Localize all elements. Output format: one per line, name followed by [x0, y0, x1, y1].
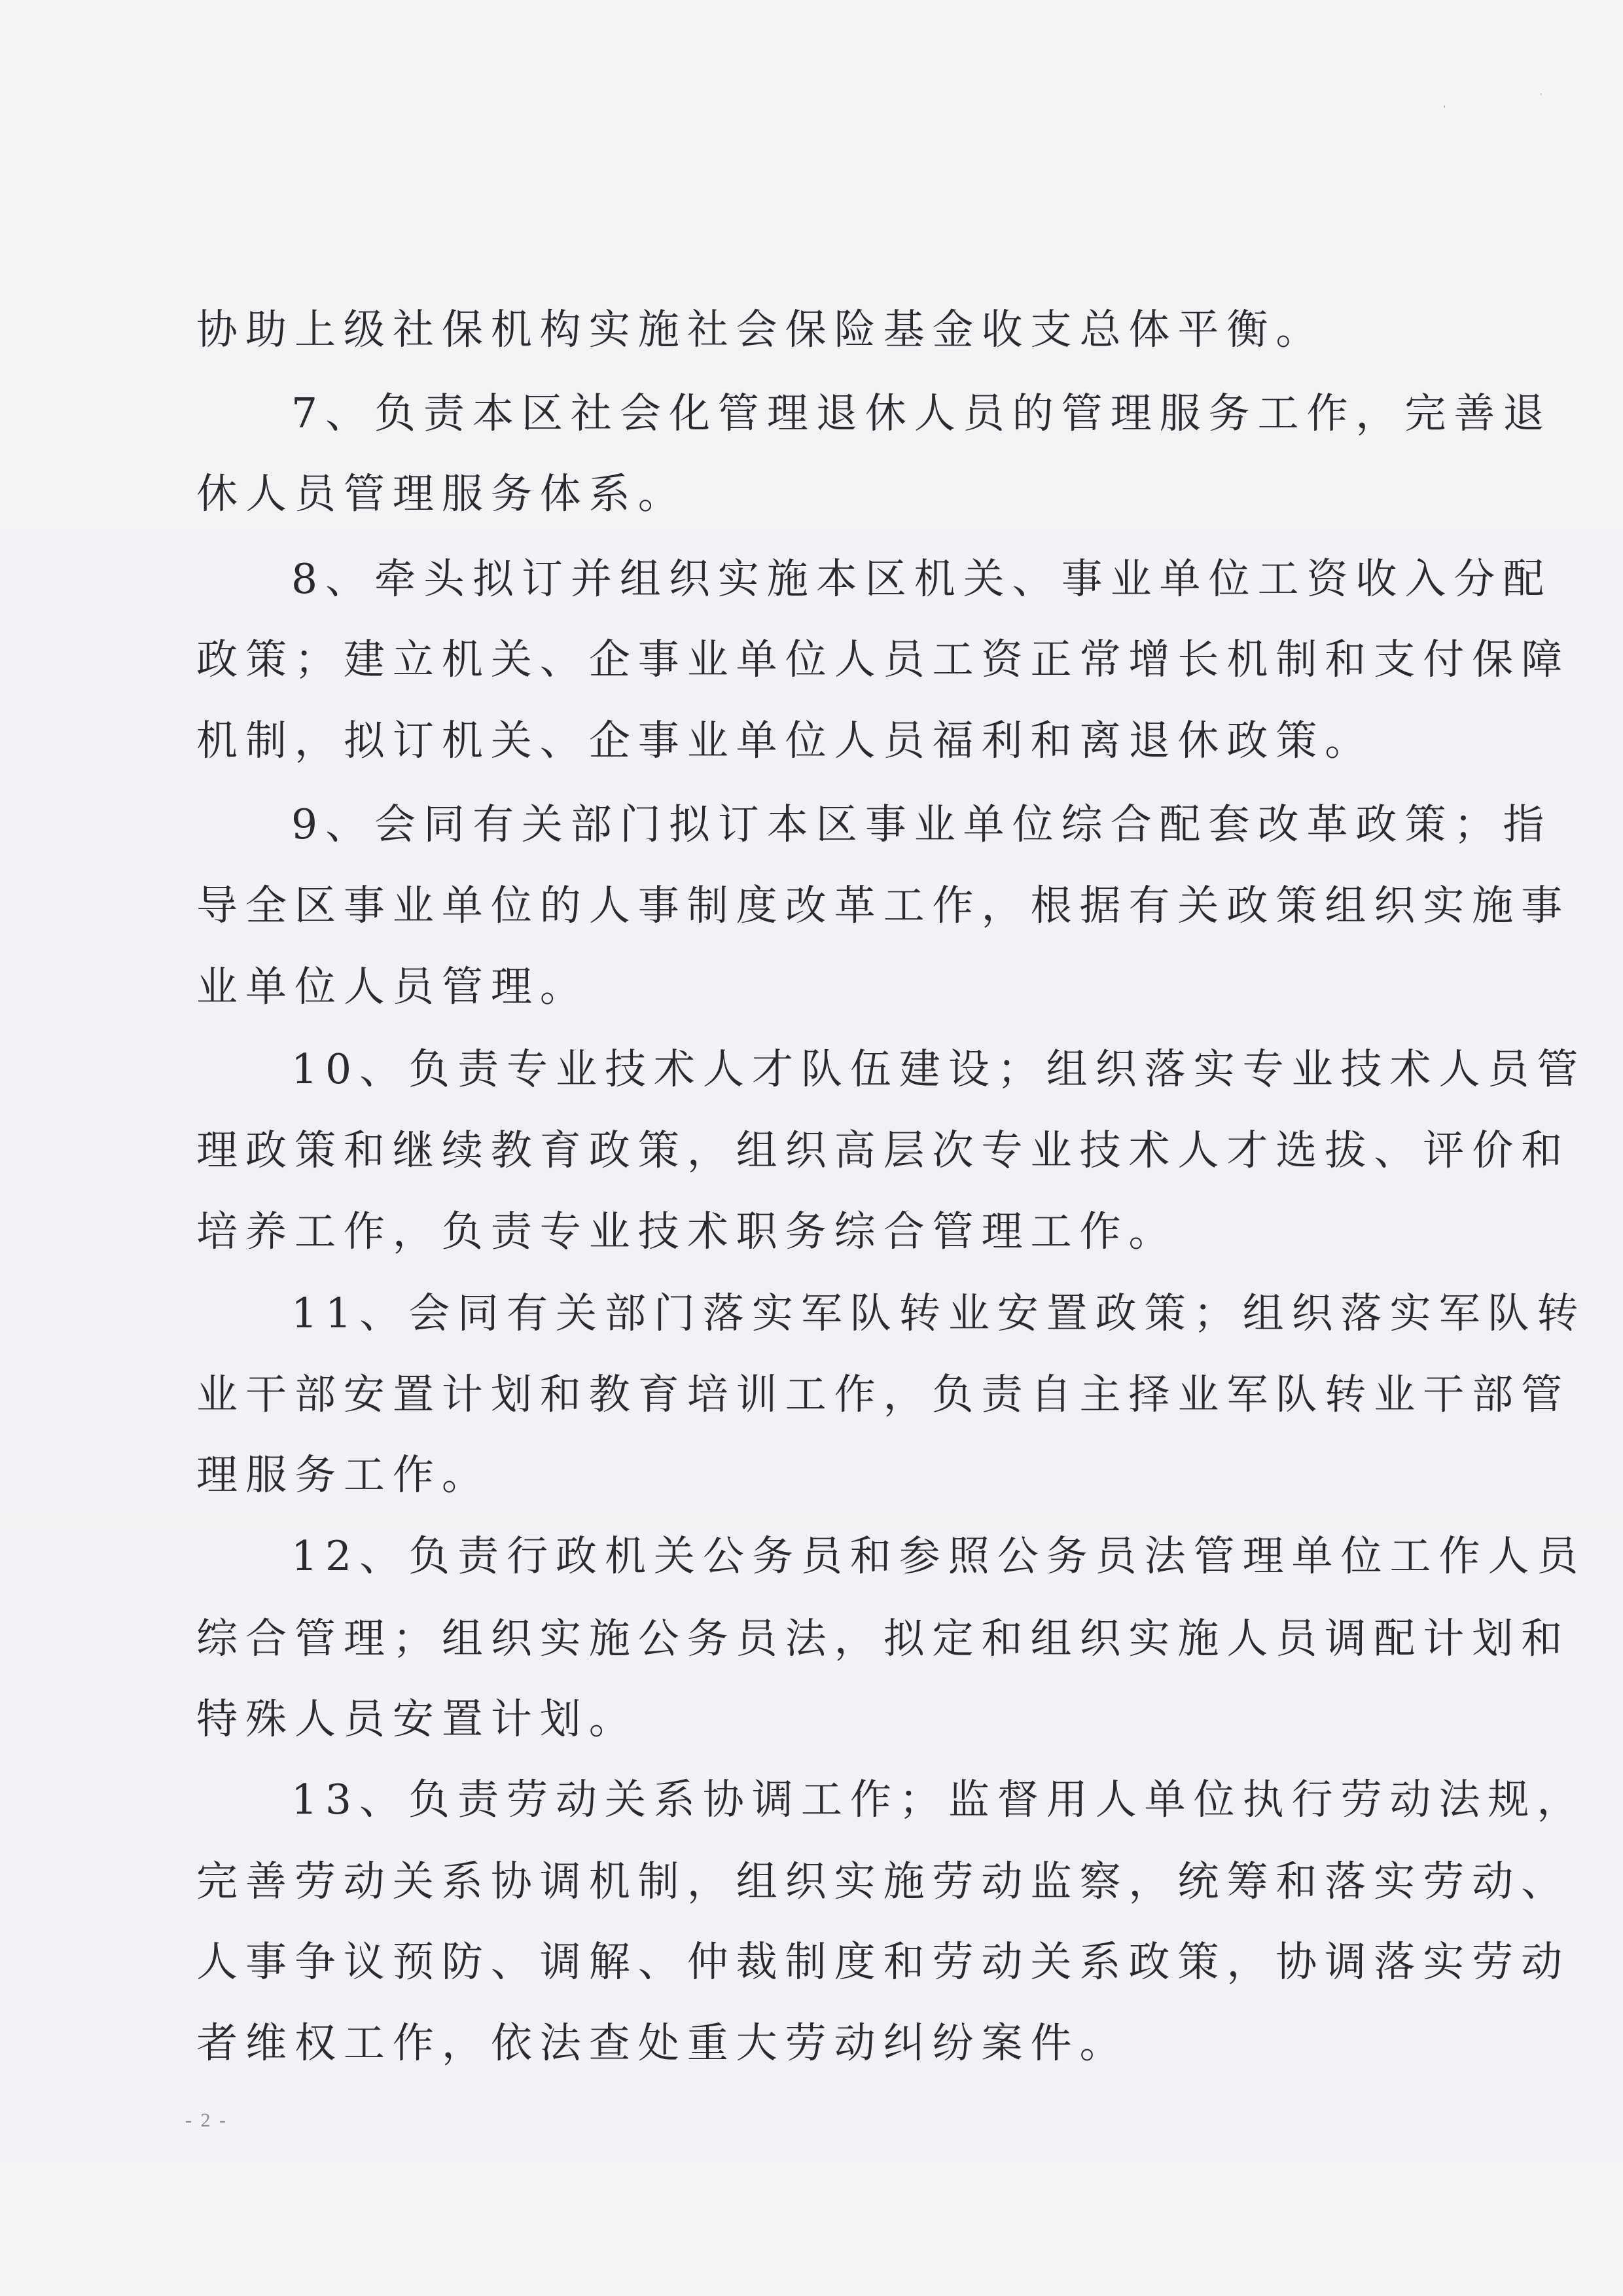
text-line: 10、负责专业技术人才队伍建设；组织落实专业技术人员管 [291, 1045, 1586, 1093]
text-line: 完善劳动关系协调机制，组织实施劳动监察，统筹和落实劳动、 [196, 1857, 1571, 1905]
text-line: 13、负责劳动关系协调工作；监督用人单位执行劳动法规， [291, 1776, 1586, 1823]
text-line: 理政策和继续教育政策，组织高层次专业技术人才选拔、评价和 [196, 1126, 1571, 1174]
text-line: 业单位人员管理。 [196, 963, 589, 1011]
text-line: 11、会同有关部门落实军队转业安置政策；组织落实军队转 [291, 1289, 1586, 1337]
text-line: 人事争议预防、调解、仲裁制度和劳动关系政策，协调落实劳动 [196, 1938, 1571, 1986]
text-line: 综合管理；组织实施公务员法，拟定和组织实施人员调配计划和 [196, 1615, 1571, 1662]
page-number: - 2 - [185, 2109, 228, 2131]
text-line: 机制，拟订机关、企事业单位人员福利和离退休政策。 [196, 717, 1374, 764]
text-line: 者维权工作，依法查处重大劳动纠纷案件。 [196, 2019, 1129, 2067]
text-line: 12、负责行政机关公务员和参照公务员法管理单位工作人员 [291, 1532, 1586, 1580]
text-line: 培养工作，负责专业技术职务综合管理工作。 [196, 1208, 1178, 1255]
text-line: 协助上级社保机构实施社会保险基金收支总体平衡。 [196, 306, 1325, 353]
scan-speck: , [1443, 98, 1446, 109]
text-line: 8、牵头拟订并组织实施本区机关、事业单位工资收入分配 [291, 555, 1552, 603]
scan-speck: · [1539, 88, 1543, 99]
text-line: 导全区事业单位的人事制度改革工作，根据有关政策组织实施事 [196, 882, 1571, 929]
text-line: 理服务工作。 [196, 1451, 491, 1499]
text-line: 休人员管理服务体系。 [196, 470, 687, 518]
text-line: 7、负责本区社会化管理退休人员的管理服务工作，完善退 [291, 389, 1552, 437]
text-line: 政策；建立机关、企事业单位人员工资正常增长机制和支付保障 [196, 636, 1571, 683]
text-line: 特殊人员安置计划。 [196, 1695, 638, 1743]
text-line: 9、会同有关部门拟订本区事业单位综合配套改革政策；指 [291, 800, 1552, 848]
text-line: 业干部安置计划和教育培训工作，负责自主择业军队转业干部管 [196, 1371, 1571, 1418]
